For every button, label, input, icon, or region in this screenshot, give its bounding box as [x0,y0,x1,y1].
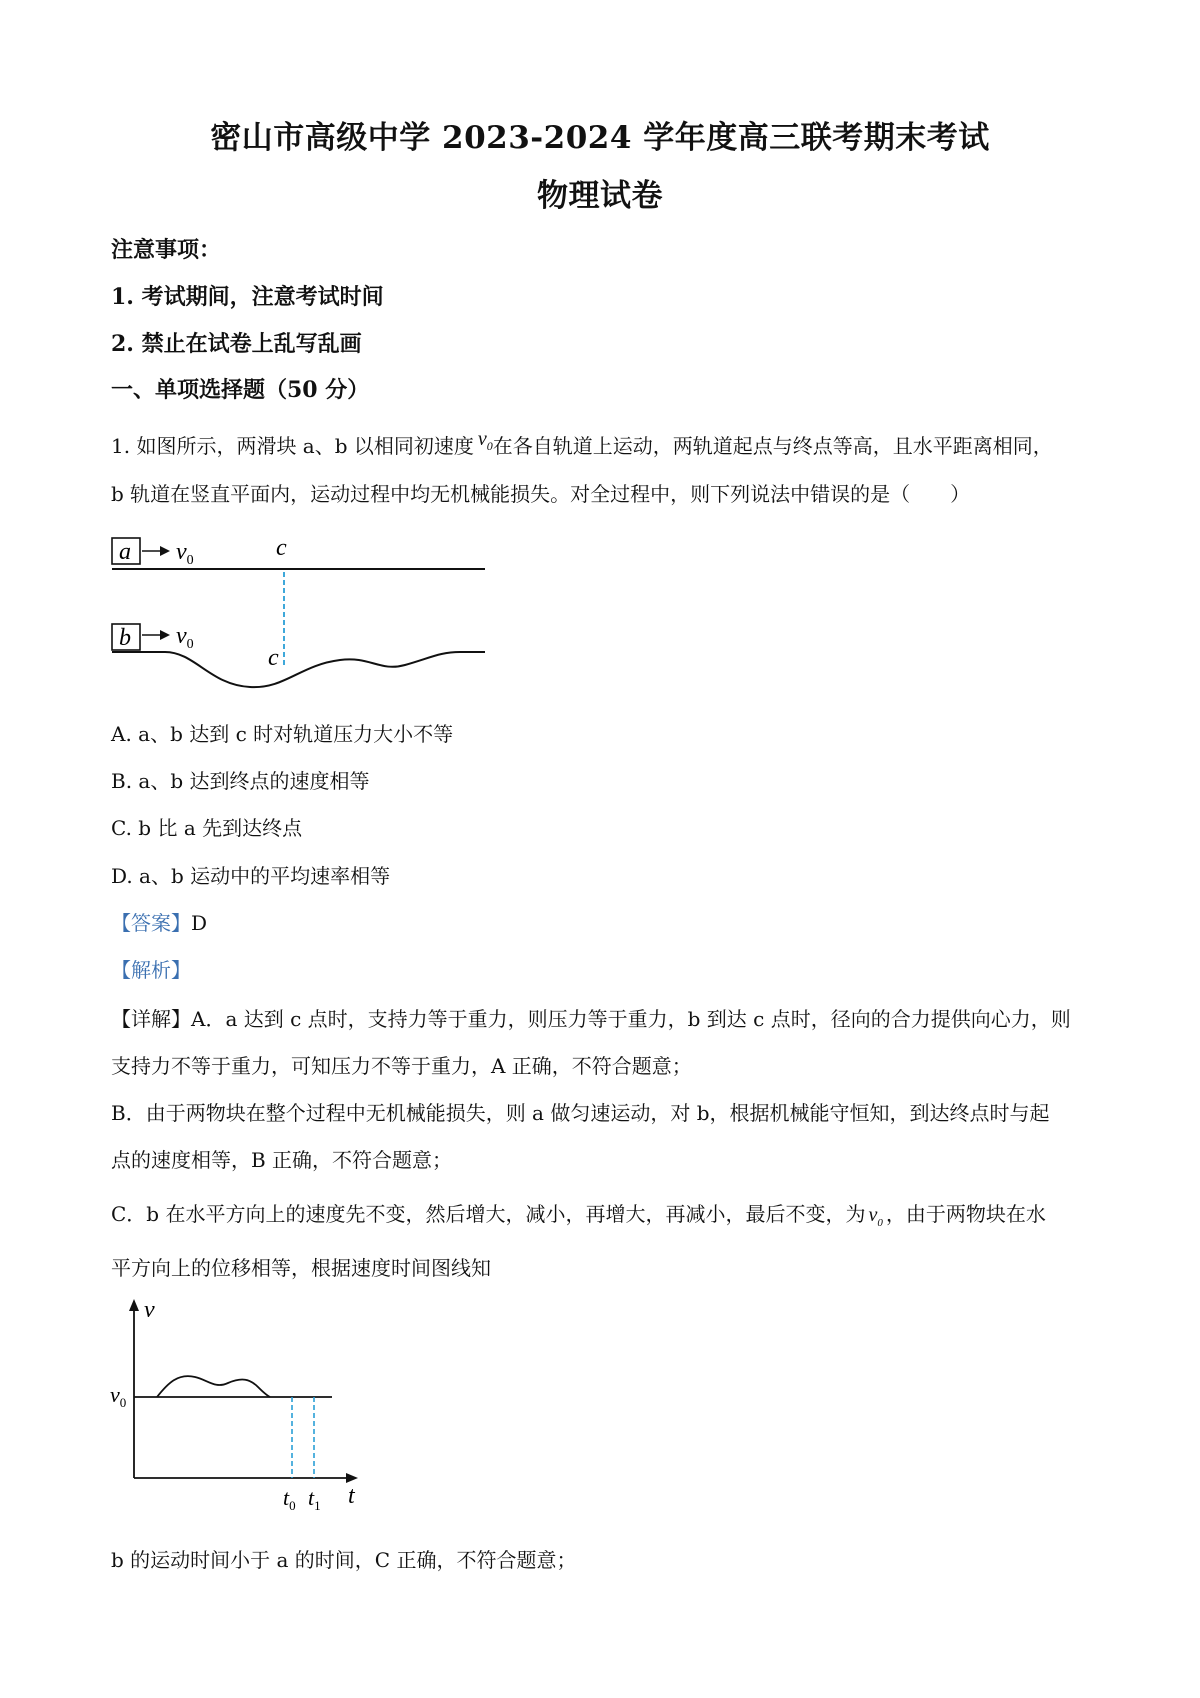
exam-subtitle: 物理试卷 [537,178,663,214]
option-b: B. a、b 达到终点的速度相等 [111,769,370,793]
v0-symbol: $v_0$ [477,428,493,453]
detail-line-2: 支持力不等于重力，可知压力不等于重力，A 正确，不符合题意； [111,1054,692,1078]
notice-heading: 注意事项： [111,237,222,263]
slider-b-label: b [119,625,131,651]
point-c-label-bottom: c [268,645,279,671]
stem-text-a: 1. 如图所示，两滑块 a、b 以相同初速度 [111,434,474,458]
option-d: D. a、b 运动中的平均速率相等 [111,864,391,888]
y-axis-arrow [129,1299,139,1311]
t1-label: $t_1$ [308,1485,321,1513]
option-c: C. b 比 a 先到达终点 [111,816,303,840]
v0-label-b: $v_0$ [176,623,194,652]
x-axis-label: t [348,1483,355,1509]
detail-line-6: 平方向上的位移相等，根据速度时间图线知 [111,1256,491,1280]
x-axis-arrow [346,1473,358,1483]
track-b-curve [112,652,485,687]
v0-axis-label: $v_0$ [110,1382,127,1410]
option-a: A. a、b 达到 c 时对轨道压力大小不等 [111,722,454,746]
arrow-b-head [160,630,170,640]
section-heading: 一、单项选择题（50 分） [111,377,370,403]
notice-item-1: 1. 考试期间，注意考试时间 [111,284,384,310]
notice-item-2: 2. 禁止在试卷上乱写乱画 [111,331,362,357]
analysis-label: 【解析】 [111,958,191,982]
detail-line-5: C．b 在水平方向上的速度先不变，然后增大，减小，再增大，再减小，最后不变，为 $v_0$ ，由于两物块在水 [111,1202,1046,1229]
arrow-a-head [160,546,170,556]
v0-inline: $v_0$ [868,1204,883,1229]
answer-label: 【答案】 [111,911,191,935]
exam-title: 密山市高级中学 2023-2024 学年度高三联考期末考试 [210,120,990,156]
t0-label: $t_0$ [283,1485,296,1513]
detail-line-1: 【详解】A．a 达到 c 点时，支持力等于重力，则压力等于重力，b 到达 c 点时，径向的合力提供向心力，则 [111,1007,1071,1031]
point-c-label-top: c [276,535,287,561]
velocity-time-graph [100,1295,380,1515]
y-axis-label: v [144,1297,155,1323]
detail-line-4: 点的速度相等，B 正确，不符合题意； [111,1148,453,1172]
tracks-figure [100,525,500,700]
answer-line [111,913,207,933]
question-stem-line-2: b 轨道在竖直平面内，运动过程中均无机械能损失。对全过程中，则下列说法中错误的是（ ） [111,482,971,506]
conclusion-line: b 的运动时间小于 a 的时间，C 正确，不符合题意； [111,1548,577,1572]
question-stem-line-1 [111,428,1053,460]
stem-text-b: 在各自轨道上运动，两轨道起点与终点等高，且水平距离相同， [492,434,1053,458]
velocity-curve [157,1376,270,1397]
v0-label-a: $v_0$ [176,539,194,568]
answer-value: D [191,911,208,935]
slider-a-label: a [119,539,131,565]
detail-line-3: B．由于两物块在整个过程中无机械能损失，则 a 做匀速运动，对 b，根据机械能守恒知，到达终点时与起 [111,1101,1050,1125]
